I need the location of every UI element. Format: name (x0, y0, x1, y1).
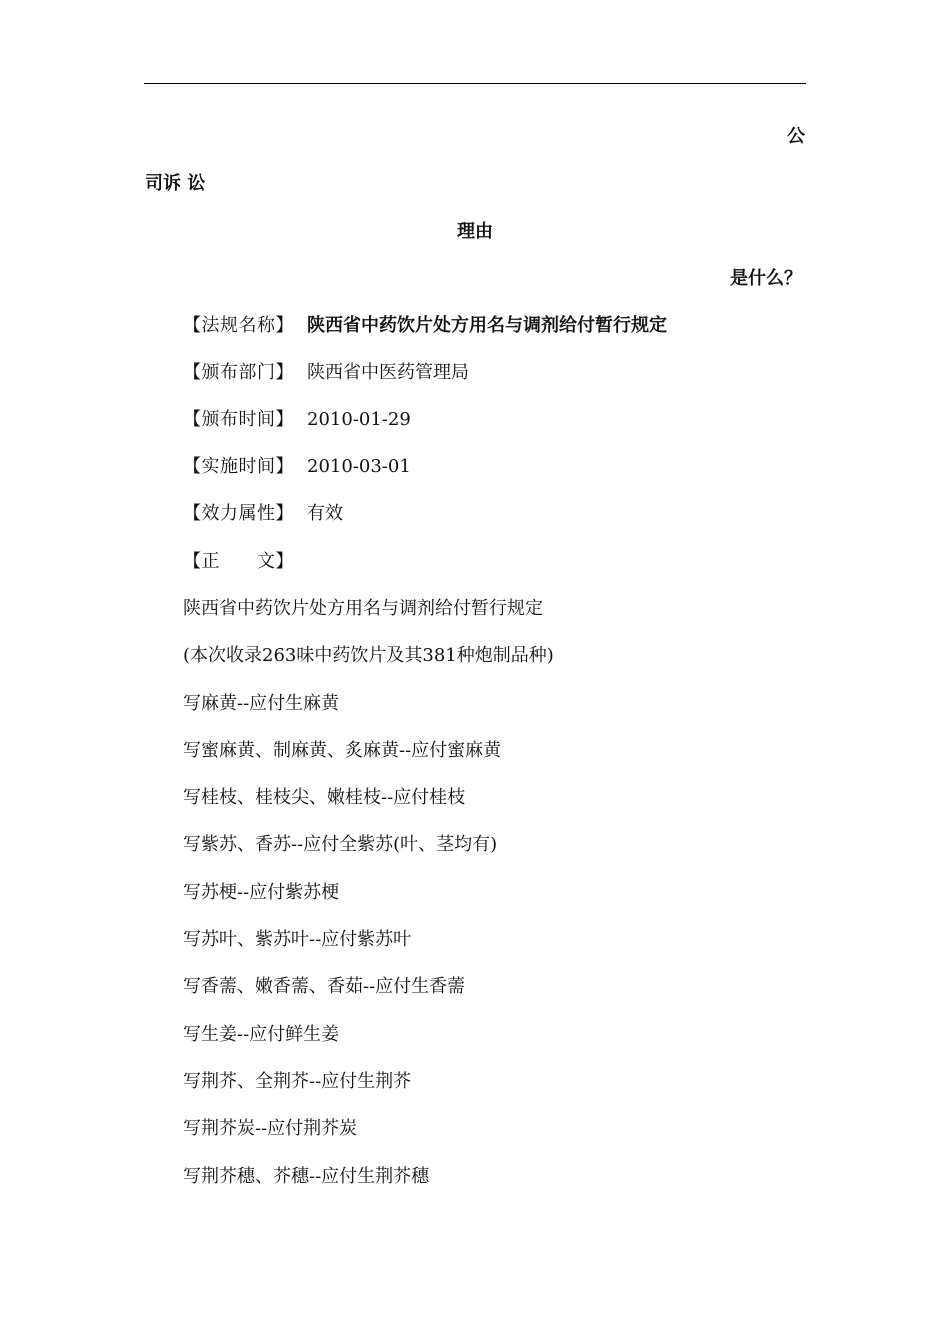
body-line: 写桂枝、桂枝尖、嫩桂枝--应付桂枝 (183, 787, 466, 809)
meta-value: 2010-01-29 (307, 409, 411, 430)
meta-value: 有效 (307, 503, 343, 524)
meta-row-validity (183, 502, 343, 526)
heading-fragment-1: 公 (787, 126, 805, 147)
body-line: (本次收录263味中药饮片及其381种炮制品种) (183, 645, 554, 667)
body-line: 写苏梗--应付紫苏梗 (183, 881, 340, 903)
meta-row-body-label (183, 550, 307, 574)
body-line: 写荆芥、全荆芥--应付生荆芥 (183, 1070, 412, 1092)
meta-value: 2010-03-01 (307, 456, 411, 477)
meta-row-effective-date (183, 455, 411, 479)
body-text (183, 597, 554, 1212)
body-line: 写蜜麻黄、制麻黄、炙麻黄--应付蜜麻黄 (183, 739, 502, 761)
body-line: 写香薷、嫩香薷、香茹--应付生香薷 (183, 976, 466, 998)
heading-fragment-2: 司诉 讼 (145, 173, 206, 194)
meta-label: 【法规名称】 (183, 315, 294, 336)
meta-value: 陕西省中药饮片处方用名与调剂给付暂行规定 (307, 315, 667, 336)
meta-label: 【效力属性】 (183, 503, 294, 524)
body-line: 写荆芥穗、芥穗--应付生荆芥穗 (183, 1165, 430, 1187)
meta-label: 【实施时间】 (183, 456, 294, 477)
meta-label: 【颁布部门】 (183, 362, 294, 383)
meta-row-issue-date (183, 408, 411, 432)
body-line: 陕西省中药饮片处方用名与调剂给付暂行规定 (183, 598, 543, 619)
body-line: 写生姜--应付鲜生姜 (183, 1023, 340, 1045)
body-line: 写紫苏、香苏--应付全紫苏(叶、茎均有) (183, 834, 498, 856)
meta-label: 【正 文】 (183, 551, 294, 572)
header-rule (144, 83, 806, 84)
body-line: 写荆芥炭--应付荆芥炭 (183, 1118, 358, 1140)
body-line: 写苏叶、紫苏叶--应付紫苏叶 (183, 929, 412, 951)
meta-row-title (183, 314, 667, 338)
heading-fragment-4: 是什么？ (730, 268, 802, 289)
meta-label: 【颁布时间】 (183, 409, 294, 430)
heading-fragment-3: 理由 (457, 221, 493, 242)
body-line: 写麻黄--应付生麻黄 (183, 692, 340, 714)
meta-row-department (183, 361, 469, 385)
meta-value: 陕西省中医药管理局 (307, 362, 469, 383)
